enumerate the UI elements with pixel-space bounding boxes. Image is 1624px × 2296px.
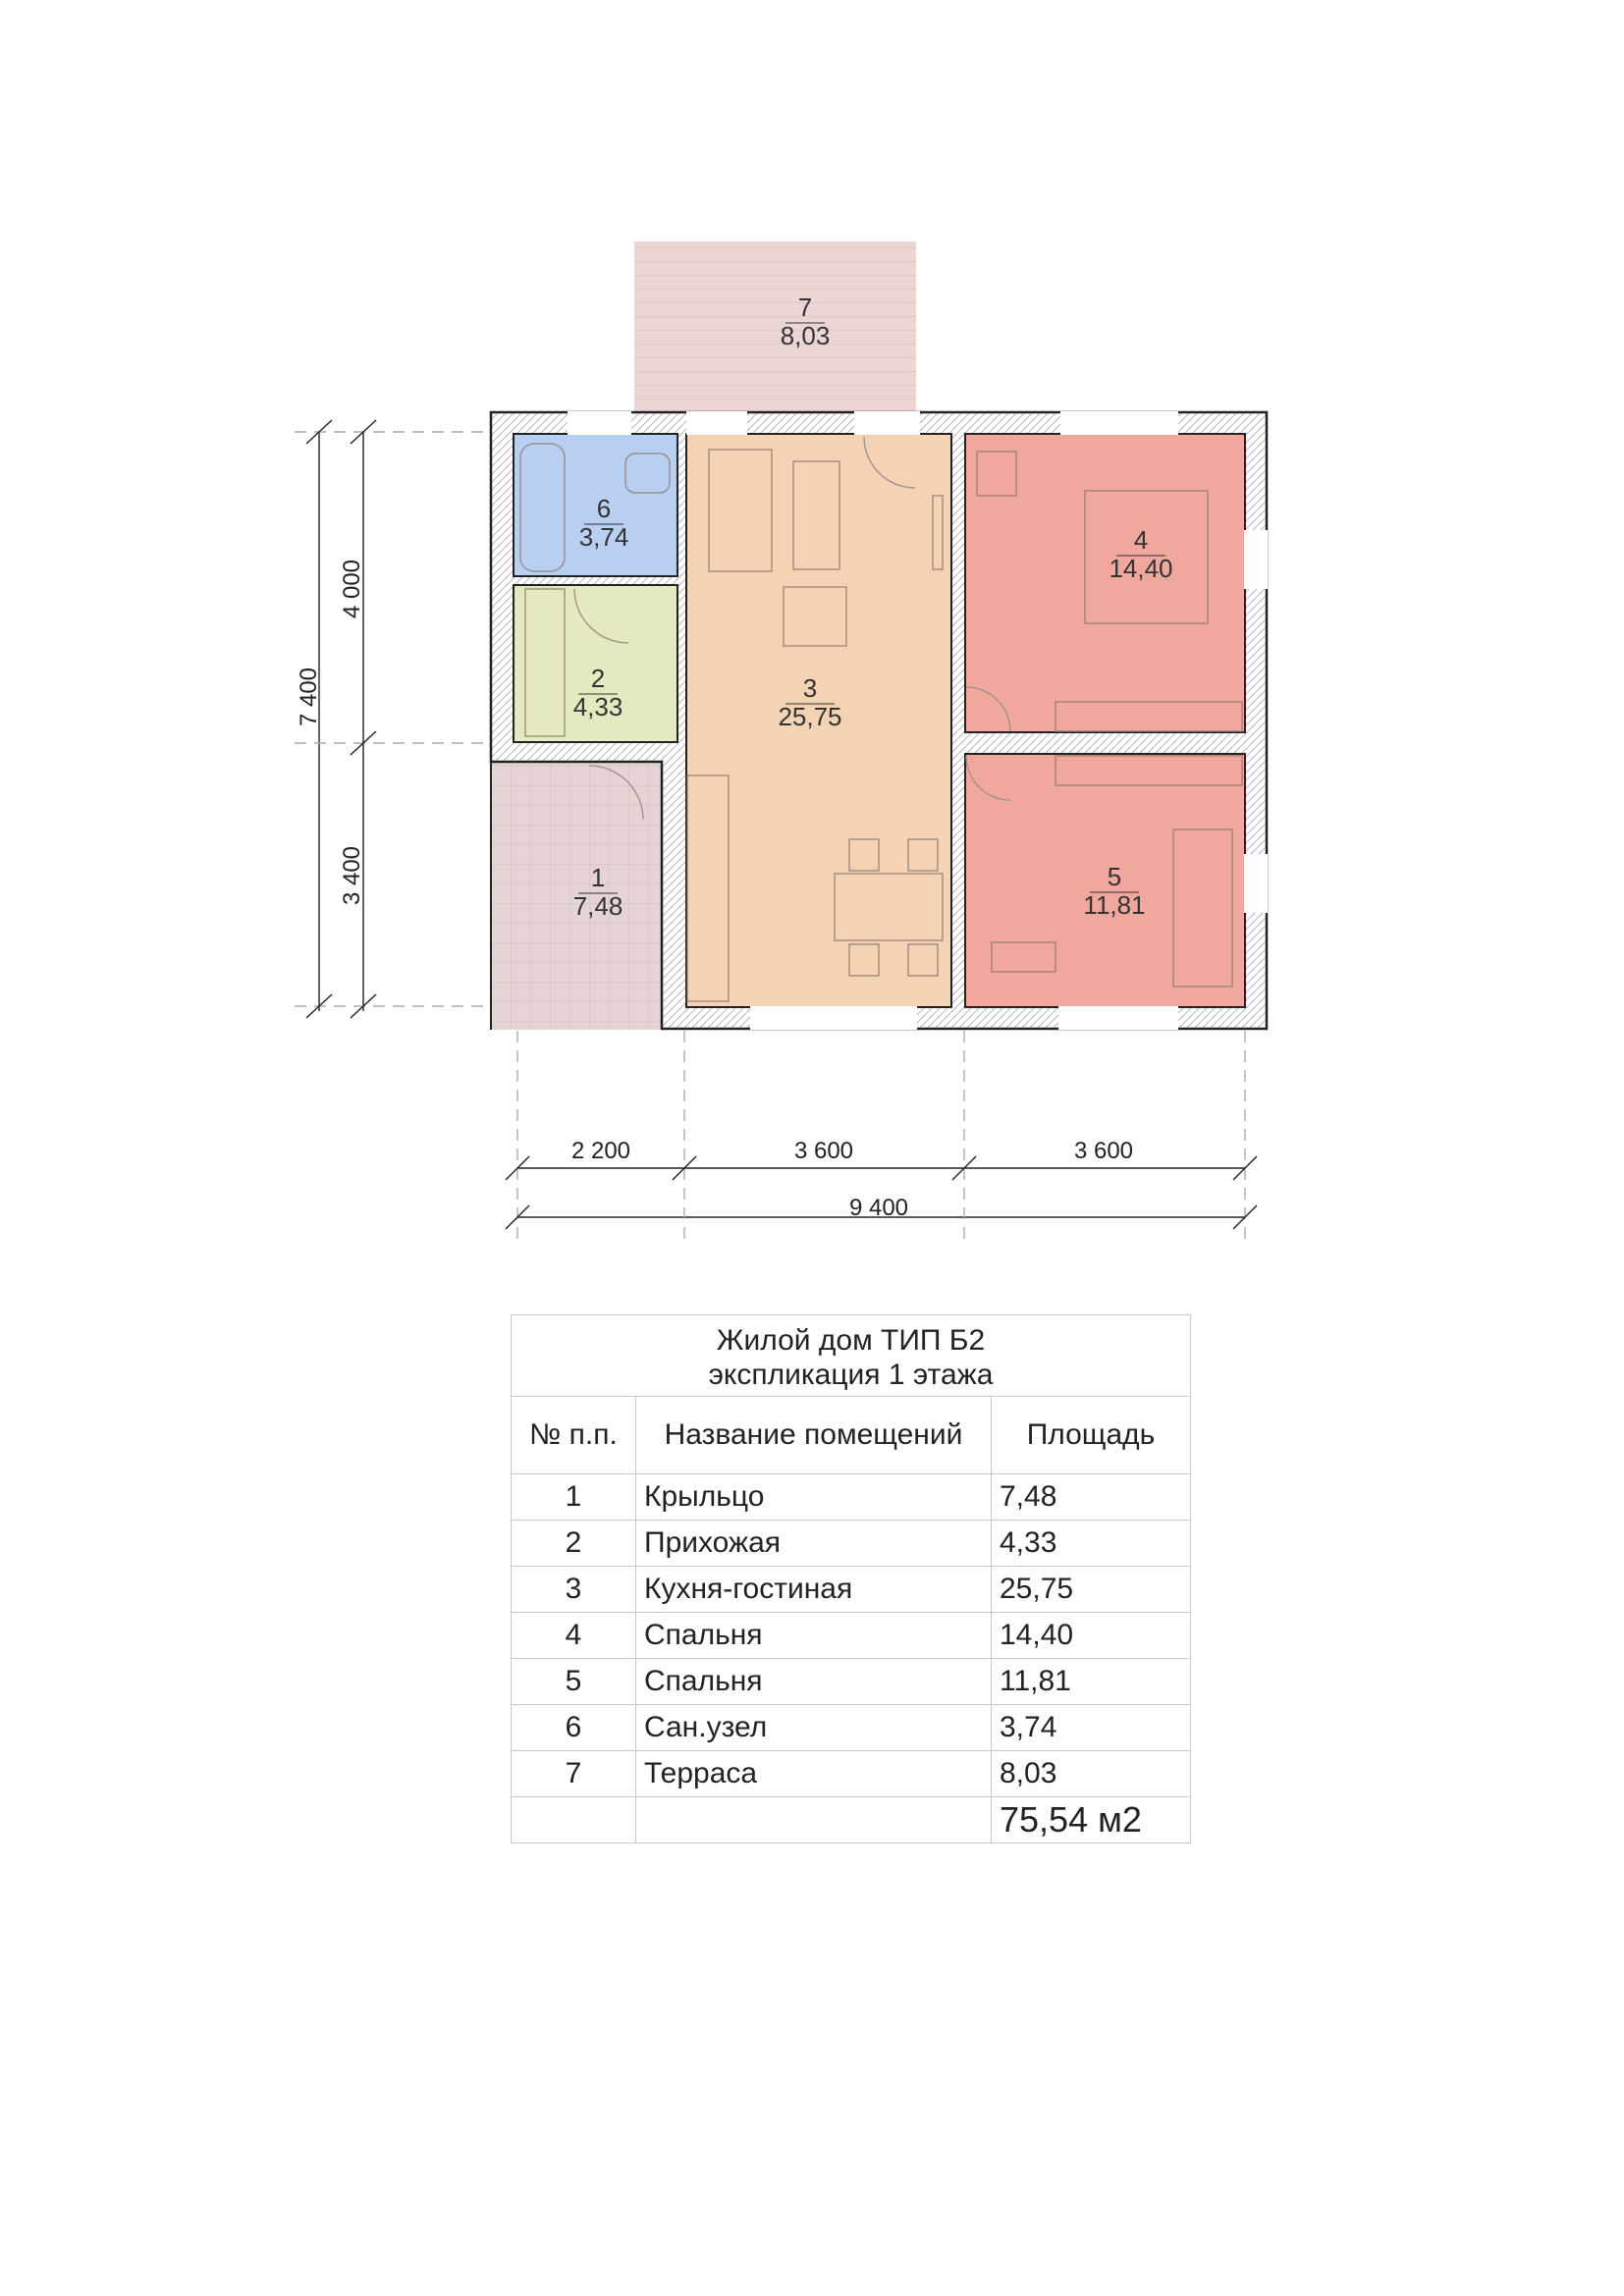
header-area: Площадь [992, 1397, 1191, 1474]
svg-text:8,03: 8,03 [780, 321, 831, 350]
svg-text:1: 1 [590, 863, 606, 892]
svg-text:7: 7 [797, 293, 813, 322]
bedroom-room-4 [965, 434, 1245, 732]
table-row: 1 Крыльцо 7,48 [512, 1474, 1191, 1521]
svg-text:25,75: 25,75 [778, 702, 842, 731]
vertical-dimensions [295, 420, 491, 1018]
dim-3400: 3 400 [339, 845, 365, 906]
header-number: № п.п. [512, 1397, 636, 1474]
explication-table [511, 1314, 1191, 1843]
table-total-row [512, 1797, 1191, 1843]
svg-text:6: 6 [596, 494, 612, 523]
table-row: 7 Терраса 8,03 [512, 1751, 1191, 1797]
table-header-row [512, 1397, 1191, 1474]
header-name: Название помещений [636, 1397, 992, 1474]
table-row: 4 Спальня 14,40 [512, 1613, 1191, 1659]
dim-3600-a: 3 600 [793, 1138, 854, 1164]
table-row: 3 Кухня-гостиная 25,75 [512, 1567, 1191, 1613]
svg-text:4,33: 4,33 [572, 692, 623, 721]
dim-9400: 9 400 [848, 1195, 909, 1221]
bathroom-room-6 [514, 434, 677, 576]
dim-2200: 2 200 [570, 1138, 631, 1164]
dim-4000: 4 000 [339, 559, 365, 619]
total-area: 75,54 м2 [992, 1797, 1191, 1843]
table-title-line2: экспликация 1 этажа [708, 1359, 994, 1391]
table-title [512, 1315, 1191, 1397]
svg-text:4: 4 [1133, 525, 1149, 555]
table-row: 5 Спальня 11,81 [512, 1659, 1191, 1705]
svg-text:5: 5 [1107, 862, 1122, 891]
table-title-line1: Жилой дом ТИП Б2 [716, 1324, 986, 1357]
vertical-dimension-labels [296, 560, 365, 905]
svg-text:3: 3 [802, 673, 818, 703]
terrace-room-7 [634, 241, 916, 412]
horizontal-dimension-labels [571, 1138, 1133, 1221]
bedroom-room-5 [965, 754, 1245, 1007]
dim-7400: 7 400 [296, 667, 322, 727]
svg-text:2: 2 [590, 664, 606, 693]
table-row: 2 Прихожая 4,33 [512, 1521, 1191, 1567]
svg-text:11,81: 11,81 [1083, 890, 1146, 920]
table-row: 6 Сан.узел 3,74 [512, 1705, 1191, 1751]
svg-text:3,74: 3,74 [578, 522, 629, 552]
dim-3600-b: 3 600 [1073, 1138, 1134, 1164]
svg-text:14,40: 14,40 [1109, 554, 1173, 583]
svg-text:7,48: 7,48 [572, 891, 623, 921]
